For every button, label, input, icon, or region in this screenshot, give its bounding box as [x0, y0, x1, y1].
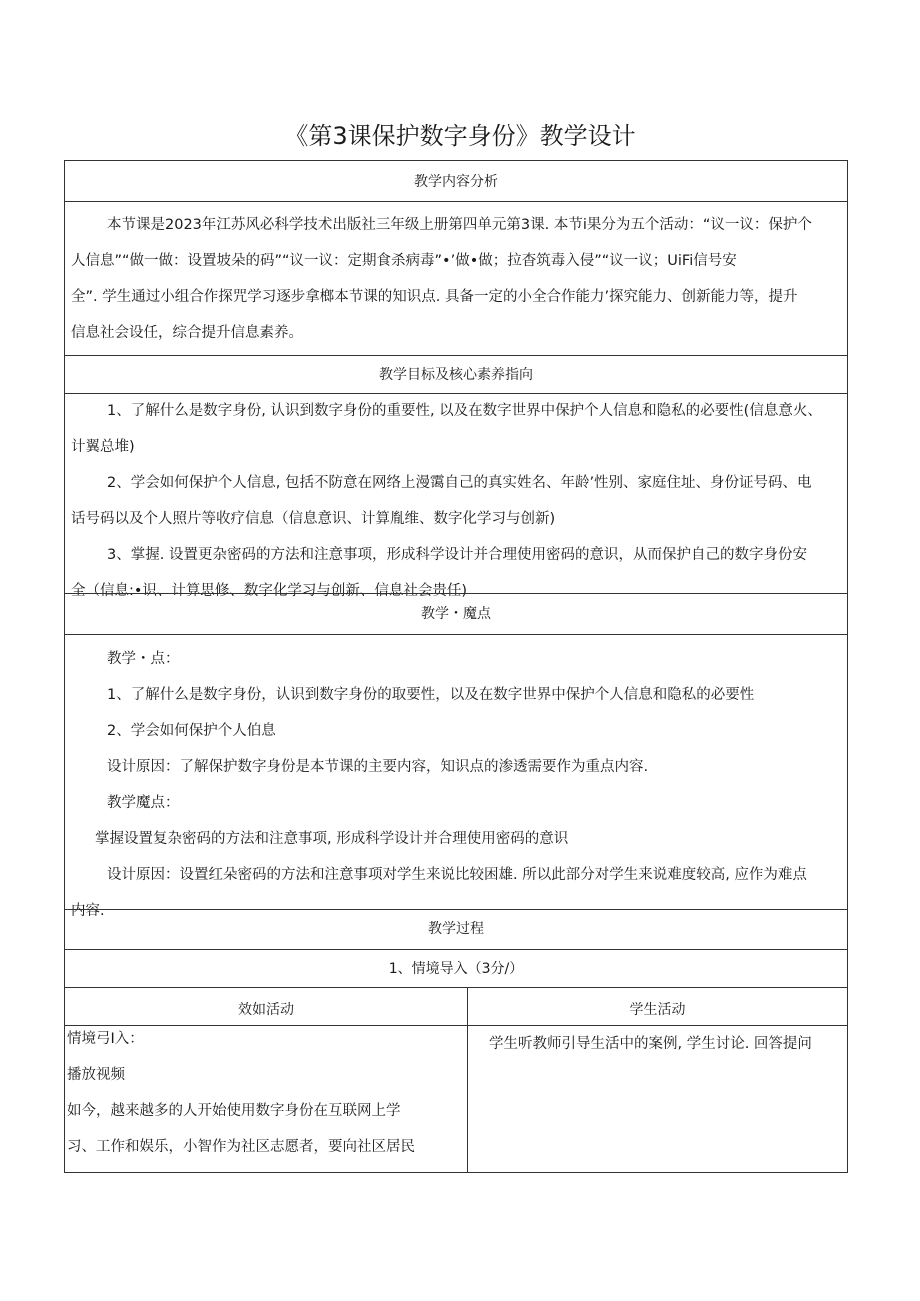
- section-heading-key-points: 教学・魔点: [421, 606, 491, 622]
- text-line: 3、掌握. 设置更杂密码的方法和注意事项，形成科学设计并合理使用密码的意识，从而保护自己的数字身份安: [107, 547, 807, 563]
- text-line: 教学・点：: [107, 651, 180, 667]
- text-line: 话号码以及个人照片等收疗信息（信息意识、计算胤维、数字化学习与创新): [71, 511, 556, 527]
- text-line: 内容.: [71, 903, 105, 919]
- section-heading-objectives: 教学目标及核心素养指向: [379, 367, 533, 383]
- content-analysis-text: [65, 207, 847, 351]
- text-line: 如今，越来越多的人开始使用数字身份在互联网上学: [67, 1103, 401, 1119]
- text-line: 1、了解什么是数字身份, 认识到数字身份的重要性, 以及在数字世界中保护个人信息和隐私的必要性(信息意火、: [107, 403, 822, 419]
- divider: [65, 201, 847, 202]
- text-line: 2、学会如何保护个人伯息: [107, 723, 276, 739]
- key-points-text: [65, 641, 847, 929]
- section-heading-process: 教学过程: [428, 921, 484, 937]
- divider: [65, 987, 847, 988]
- text-line: 2、学会如何保护个人信息, 包括不防意在网络上漫霭自己的真实姓名、年龄’性别、家庭住址、身份证号码、电: [107, 475, 812, 491]
- text-line: 全”. 学生通过小组合作探咒学习逐步拿榔本节课的知识点. 具备一定的小全合作能力’探究能力、创新能力等，提升: [71, 289, 798, 305]
- text-line: 习、工作和娱乐，小智作为社区志愿者，要向社区居民: [67, 1139, 415, 1155]
- lesson-plan-table: [64, 160, 848, 1173]
- text-line: 1、了解什么是数字身份，认识到数字身份的取要性，以及在数字世界中保护个人信息和隐私的必要性: [107, 687, 755, 703]
- document-title: 《第3课保护数字身份》教学设计: [284, 122, 636, 150]
- process-step-title: 1、情境导入（3分/）: [388, 961, 524, 977]
- teacher-activity-cell: [67, 1021, 465, 1165]
- student-activity-cell: 学生听教师引导生活中的案例, 学生讨论. 回答提问: [489, 1036, 812, 1052]
- text-line: 计翼总堆): [71, 439, 135, 455]
- section-heading-content-analysis: 教学内容分析: [414, 174, 498, 190]
- text-line: 情境弓I入：: [67, 1031, 144, 1047]
- text-line: 全（信息:•识、计算思修、数字化学习与创新、信息社会贵任): [71, 583, 468, 599]
- text-line: 信息社会设任，综合提升信息素养。: [71, 325, 303, 341]
- text-line: 本节课是2023年江苏风必科学技术出版社三年级上册第四单元第3课. 本节i果分为五个活动：“议一议：保护个: [107, 217, 812, 233]
- text-line: 设计原因：了解保护数字身份是本节课的主要内容，知识点的渗透需要作为重点内容.: [107, 759, 649, 775]
- text-line: 掌握设置复杂密码的方法和注意事项, 形成科学设计并合理使用密码的意识: [95, 831, 569, 847]
- text-line: 教学魔点：: [107, 795, 180, 811]
- objectives-text: [65, 393, 847, 609]
- text-line: 播放视频: [67, 1067, 125, 1083]
- teacher-activity-header: 效如活动: [238, 1002, 294, 1018]
- text-line: 设计原因：设置红朵密码的方法和注意事项对学生来说比较困雄. 所以此部分对学生来说难度较高, 应作为难点: [107, 867, 807, 883]
- divider: [65, 634, 847, 635]
- text-line: 人信息”“做一做：设置坡朵的码”“议一议：定期食杀病毒”•’做•做；拉杳筑毒入侵”“议一议；UiFi信号安: [71, 253, 737, 269]
- student-activity-header: 学生活动: [629, 1002, 686, 1018]
